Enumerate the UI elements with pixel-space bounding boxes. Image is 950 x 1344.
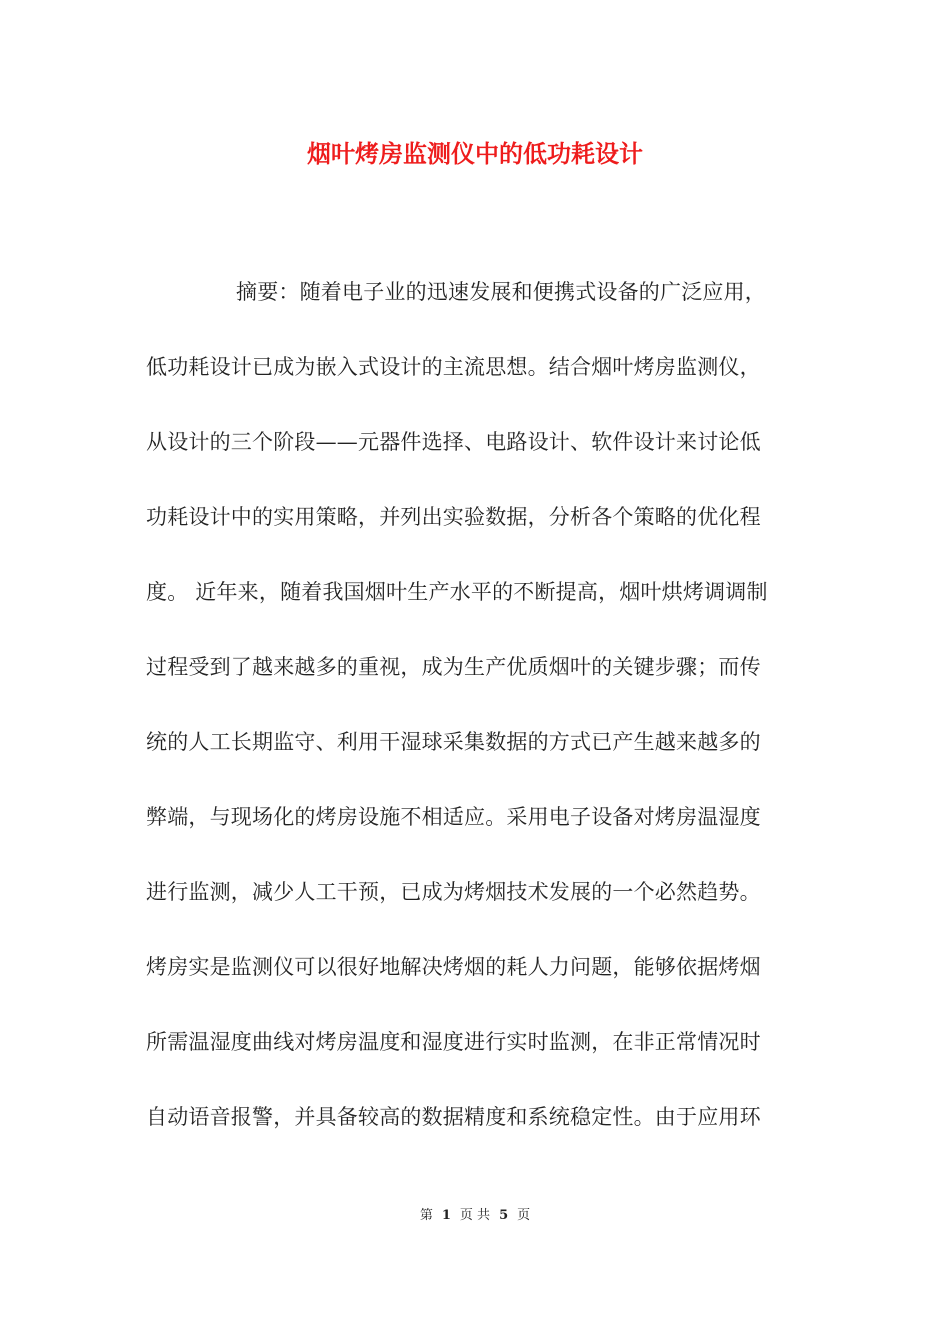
paragraph-line: 统的人工长期监守、利用干湿球采集数据的方式已产生越来越多的 <box>146 730 761 754</box>
page-title: 烟叶烤房监测仪中的低功耗设计 <box>307 140 643 168</box>
paragraph-line: 功耗设计中的实用策略，并列出实验数据，分析各个策略的优化程 <box>146 505 761 529</box>
paragraph-line: 过程受到了越来越多的重视，成为生产优质烟叶的关键步骤；而传 <box>146 655 761 679</box>
paragraph-line: 摘要：随着电子业的迅速发展和便携式设备的广泛应用， <box>236 280 766 304</box>
paragraph-line: 度。 近年来，随着我国烟叶生产水平的不断提高，烟叶烘烤调调制 <box>146 580 768 604</box>
footer-middle: 页 共 <box>459 1208 491 1223</box>
paragraph-line: 低功耗设计已成为嵌入式设计的主流思想。结合烟叶烤房监测仪， <box>146 355 761 379</box>
footer-page-number: 1 <box>441 1208 451 1223</box>
footer-total-pages: 5 <box>499 1208 509 1223</box>
paragraph-line: 弊端，与现场化的烤房设施不相适应。采用电子设备对烤房温湿度 <box>146 805 761 829</box>
paragraph-line: 烤房实是监测仪可以很好地解决烤烟的耗人力问题，能够依据烤烟 <box>146 955 761 979</box>
page-footer <box>0 1206 950 1226</box>
paragraph-line: 所需温湿度曲线对烤房温度和湿度进行实时监测，在非正常情况时 <box>146 1030 761 1054</box>
footer-prefix: 第 <box>419 1208 433 1223</box>
paragraph-line: 从设计的三个阶段——元器件选择、电路设计、软件设计来讨论低 <box>146 430 761 454</box>
footer-suffix: 页 <box>517 1208 531 1223</box>
paragraph-line: 进行监测，减少人工干预，已成为烤烟技术发展的一个必然趋势。 <box>146 880 761 904</box>
paragraph-line: 自动语音报警，并具备较高的数据精度和系统稳定性。由于应用环 <box>146 1105 761 1129</box>
body-paragraph <box>146 272 806 1172</box>
